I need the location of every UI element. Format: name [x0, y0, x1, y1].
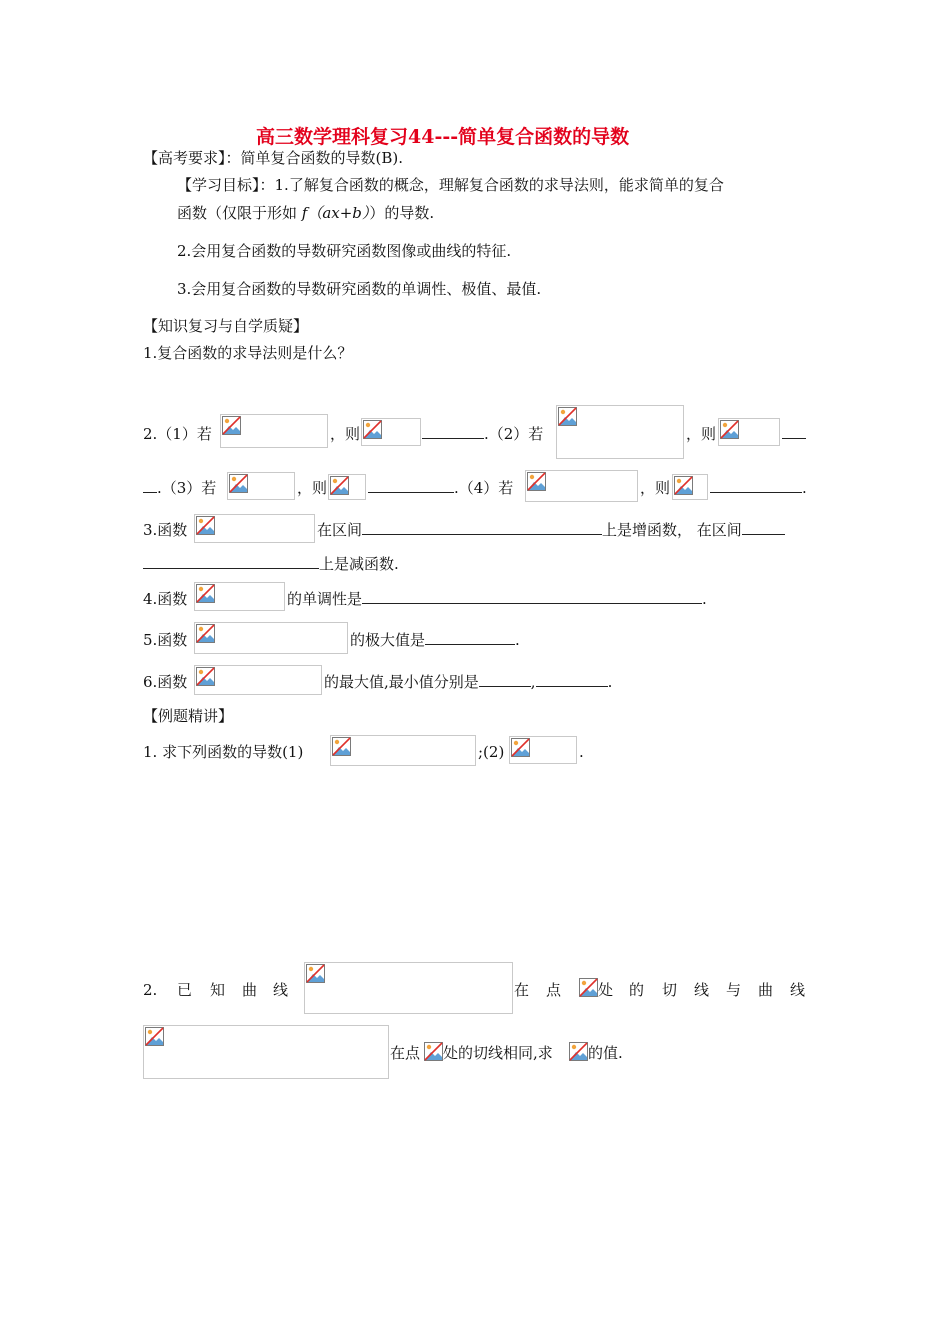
- q2-end: .: [802, 479, 807, 497]
- q6-text-b: 的最大值,最小值分别是: [324, 673, 479, 691]
- q2-text-c: .（2）若: [484, 425, 544, 443]
- broken-image-icon: [332, 737, 351, 756]
- q4-line: [287, 589, 707, 609]
- answer-blank[interactable]: [710, 478, 802, 493]
- formula-image: [556, 405, 684, 459]
- objective-1b-math: f（ax+b）: [297, 204, 370, 222]
- q2-text-e: .（3）若: [157, 479, 217, 497]
- q2-text-h: ，则: [640, 479, 671, 497]
- q3-text-c: 上是增函数， 在区间: [602, 521, 742, 539]
- example-2-char: 与: [726, 981, 742, 999]
- q5-text-a: 5.函数: [143, 631, 188, 649]
- q4-text-b: 的单调性是: [287, 590, 363, 608]
- broken-image-icon: [306, 964, 325, 983]
- example-2-char: 线: [790, 981, 806, 999]
- q2-text-f: ，则: [297, 479, 328, 497]
- broken-image-icon: [196, 516, 215, 535]
- formula-image: [361, 418, 421, 446]
- example-2-line2-b: 处的切线相同,求: [443, 1044, 553, 1062]
- example-2-char: 点: [546, 981, 562, 999]
- formula-image: [568, 1041, 588, 1061]
- q2-text-d: ，则: [686, 425, 717, 443]
- q5-end: .: [515, 631, 520, 649]
- formula-image: [304, 962, 513, 1014]
- q5-line: [350, 630, 520, 650]
- formula-image: [194, 622, 348, 654]
- formula-image: [194, 665, 322, 695]
- example-2-char: 的: [629, 981, 645, 999]
- objectives-line-2: [177, 203, 434, 223]
- example-1-end: .: [579, 743, 584, 761]
- objective-2: 2.会用复合函数的导数研究函数图像或曲线的特征.: [177, 242, 512, 260]
- example-2-char: 切: [662, 981, 678, 999]
- example-2-line2-a: 在点: [390, 1044, 421, 1062]
- broken-image-icon: [569, 1042, 588, 1061]
- example-2-char: 在: [514, 981, 530, 999]
- q2-blank-4: [710, 478, 807, 498]
- formula-image: [143, 1025, 389, 1079]
- answer-blank[interactable]: [422, 424, 484, 439]
- broken-image-icon: [558, 407, 577, 426]
- example-2-char: 线: [273, 981, 289, 999]
- example-2-char: 处: [598, 981, 614, 999]
- objective-1a: 1.了解复合函数的概念，理解复合函数的求导法则，能求简单的复合: [274, 176, 724, 194]
- example-2-num: 2.: [143, 981, 158, 999]
- q2-text-g: .（4）若: [454, 479, 514, 497]
- objectives-label: 【学习目标】：: [177, 176, 275, 194]
- q2-blank-3: [368, 478, 513, 498]
- q2-line2: [143, 478, 216, 498]
- example-2-char: 曲: [758, 981, 774, 999]
- objective-3: 3.会用复合函数的导数研究函数的单调性、极值、最值.: [177, 280, 542, 298]
- q6-line: [324, 672, 612, 692]
- broken-image-icon: [511, 738, 530, 757]
- q3-text-d: 上是减函数.: [319, 555, 399, 573]
- q4-end: .: [702, 590, 707, 608]
- q3-line1: [317, 520, 785, 540]
- broken-image-icon: [424, 1042, 443, 1061]
- q2-blank-2a: [782, 424, 806, 444]
- answer-blank[interactable]: [143, 554, 319, 569]
- review-heading: 【知识复习与自学质疑】: [143, 317, 309, 335]
- formula-image: [672, 474, 708, 500]
- broken-image-icon: [720, 420, 739, 439]
- q3-line2: [143, 554, 399, 574]
- q3-text-a: 3.函数: [143, 521, 188, 539]
- example-2-char: 知: [210, 981, 226, 999]
- example-1-text-b: ;(2): [478, 743, 505, 761]
- example-2-char: 线: [694, 981, 710, 999]
- formula-image: [578, 977, 598, 997]
- q6-end: .: [607, 673, 613, 691]
- answer-blank[interactable]: [742, 520, 785, 535]
- example-2-line2-c: 的值.: [588, 1044, 623, 1062]
- q3-text-b: 在区间: [317, 521, 363, 539]
- q5-text-b: 的极大值是: [350, 631, 426, 649]
- answer-blank[interactable]: [425, 630, 515, 645]
- formula-image: [423, 1041, 443, 1061]
- formula-image: [509, 736, 577, 764]
- objective-1b-post: ）的导数.: [369, 204, 435, 222]
- broken-image-icon: [229, 474, 248, 493]
- formula-image: [330, 735, 476, 766]
- broken-image-icon: [145, 1027, 164, 1046]
- formula-image: [525, 470, 638, 502]
- q6-text-a: 6.函数: [143, 673, 188, 691]
- example-2-char: 曲: [242, 981, 258, 999]
- requirements-label: 【高考要求】：: [143, 149, 241, 167]
- formula-image: [718, 418, 780, 446]
- answer-blank[interactable]: [362, 589, 702, 604]
- broken-image-icon: [222, 416, 241, 435]
- q2-text-a: 2.（1）若: [143, 425, 212, 443]
- broken-image-icon: [196, 624, 215, 643]
- q2-blank-1: [422, 424, 543, 444]
- answer-blank[interactable]: [362, 520, 602, 535]
- broken-image-icon: [330, 476, 349, 495]
- page-title: 高三数学理科复习44---简单复合函数的导数: [256, 126, 630, 148]
- broken-image-icon: [579, 978, 598, 997]
- formula-image: [227, 472, 295, 500]
- example-1-text-a: 1. 求下列函数的导数(1): [143, 743, 304, 761]
- broken-image-icon: [527, 472, 546, 491]
- answer-blank[interactable]: [536, 672, 608, 687]
- objective-1b-pre: 函数（仅限于形如: [177, 204, 298, 222]
- broken-image-icon: [674, 476, 693, 495]
- answer-blank[interactable]: [782, 424, 806, 439]
- review-q1: 1.复合函数的求导法则是什么？: [143, 344, 353, 362]
- answer-blank[interactable]: [368, 478, 454, 493]
- q2-text-b: ，则: [330, 425, 361, 443]
- requirements-line: [143, 148, 403, 168]
- examples-heading: 【例题精讲】: [143, 707, 234, 725]
- broken-image-icon: [196, 667, 215, 686]
- example-2-char: 已: [177, 981, 193, 999]
- broken-image-icon: [196, 584, 215, 603]
- formula-image: [220, 414, 328, 448]
- q6-comma: ,: [530, 673, 536, 691]
- q4-text-a: 4.函数: [143, 590, 188, 608]
- requirements-text: 简单复合函数的导数(B).: [240, 149, 404, 167]
- formula-image: [194, 514, 315, 543]
- broken-image-icon: [363, 420, 382, 439]
- answer-blank[interactable]: [143, 478, 157, 493]
- answer-blank[interactable]: [479, 672, 531, 687]
- objectives-line-1: [177, 175, 724, 195]
- formula-image: [328, 474, 366, 500]
- formula-image: [194, 582, 285, 611]
